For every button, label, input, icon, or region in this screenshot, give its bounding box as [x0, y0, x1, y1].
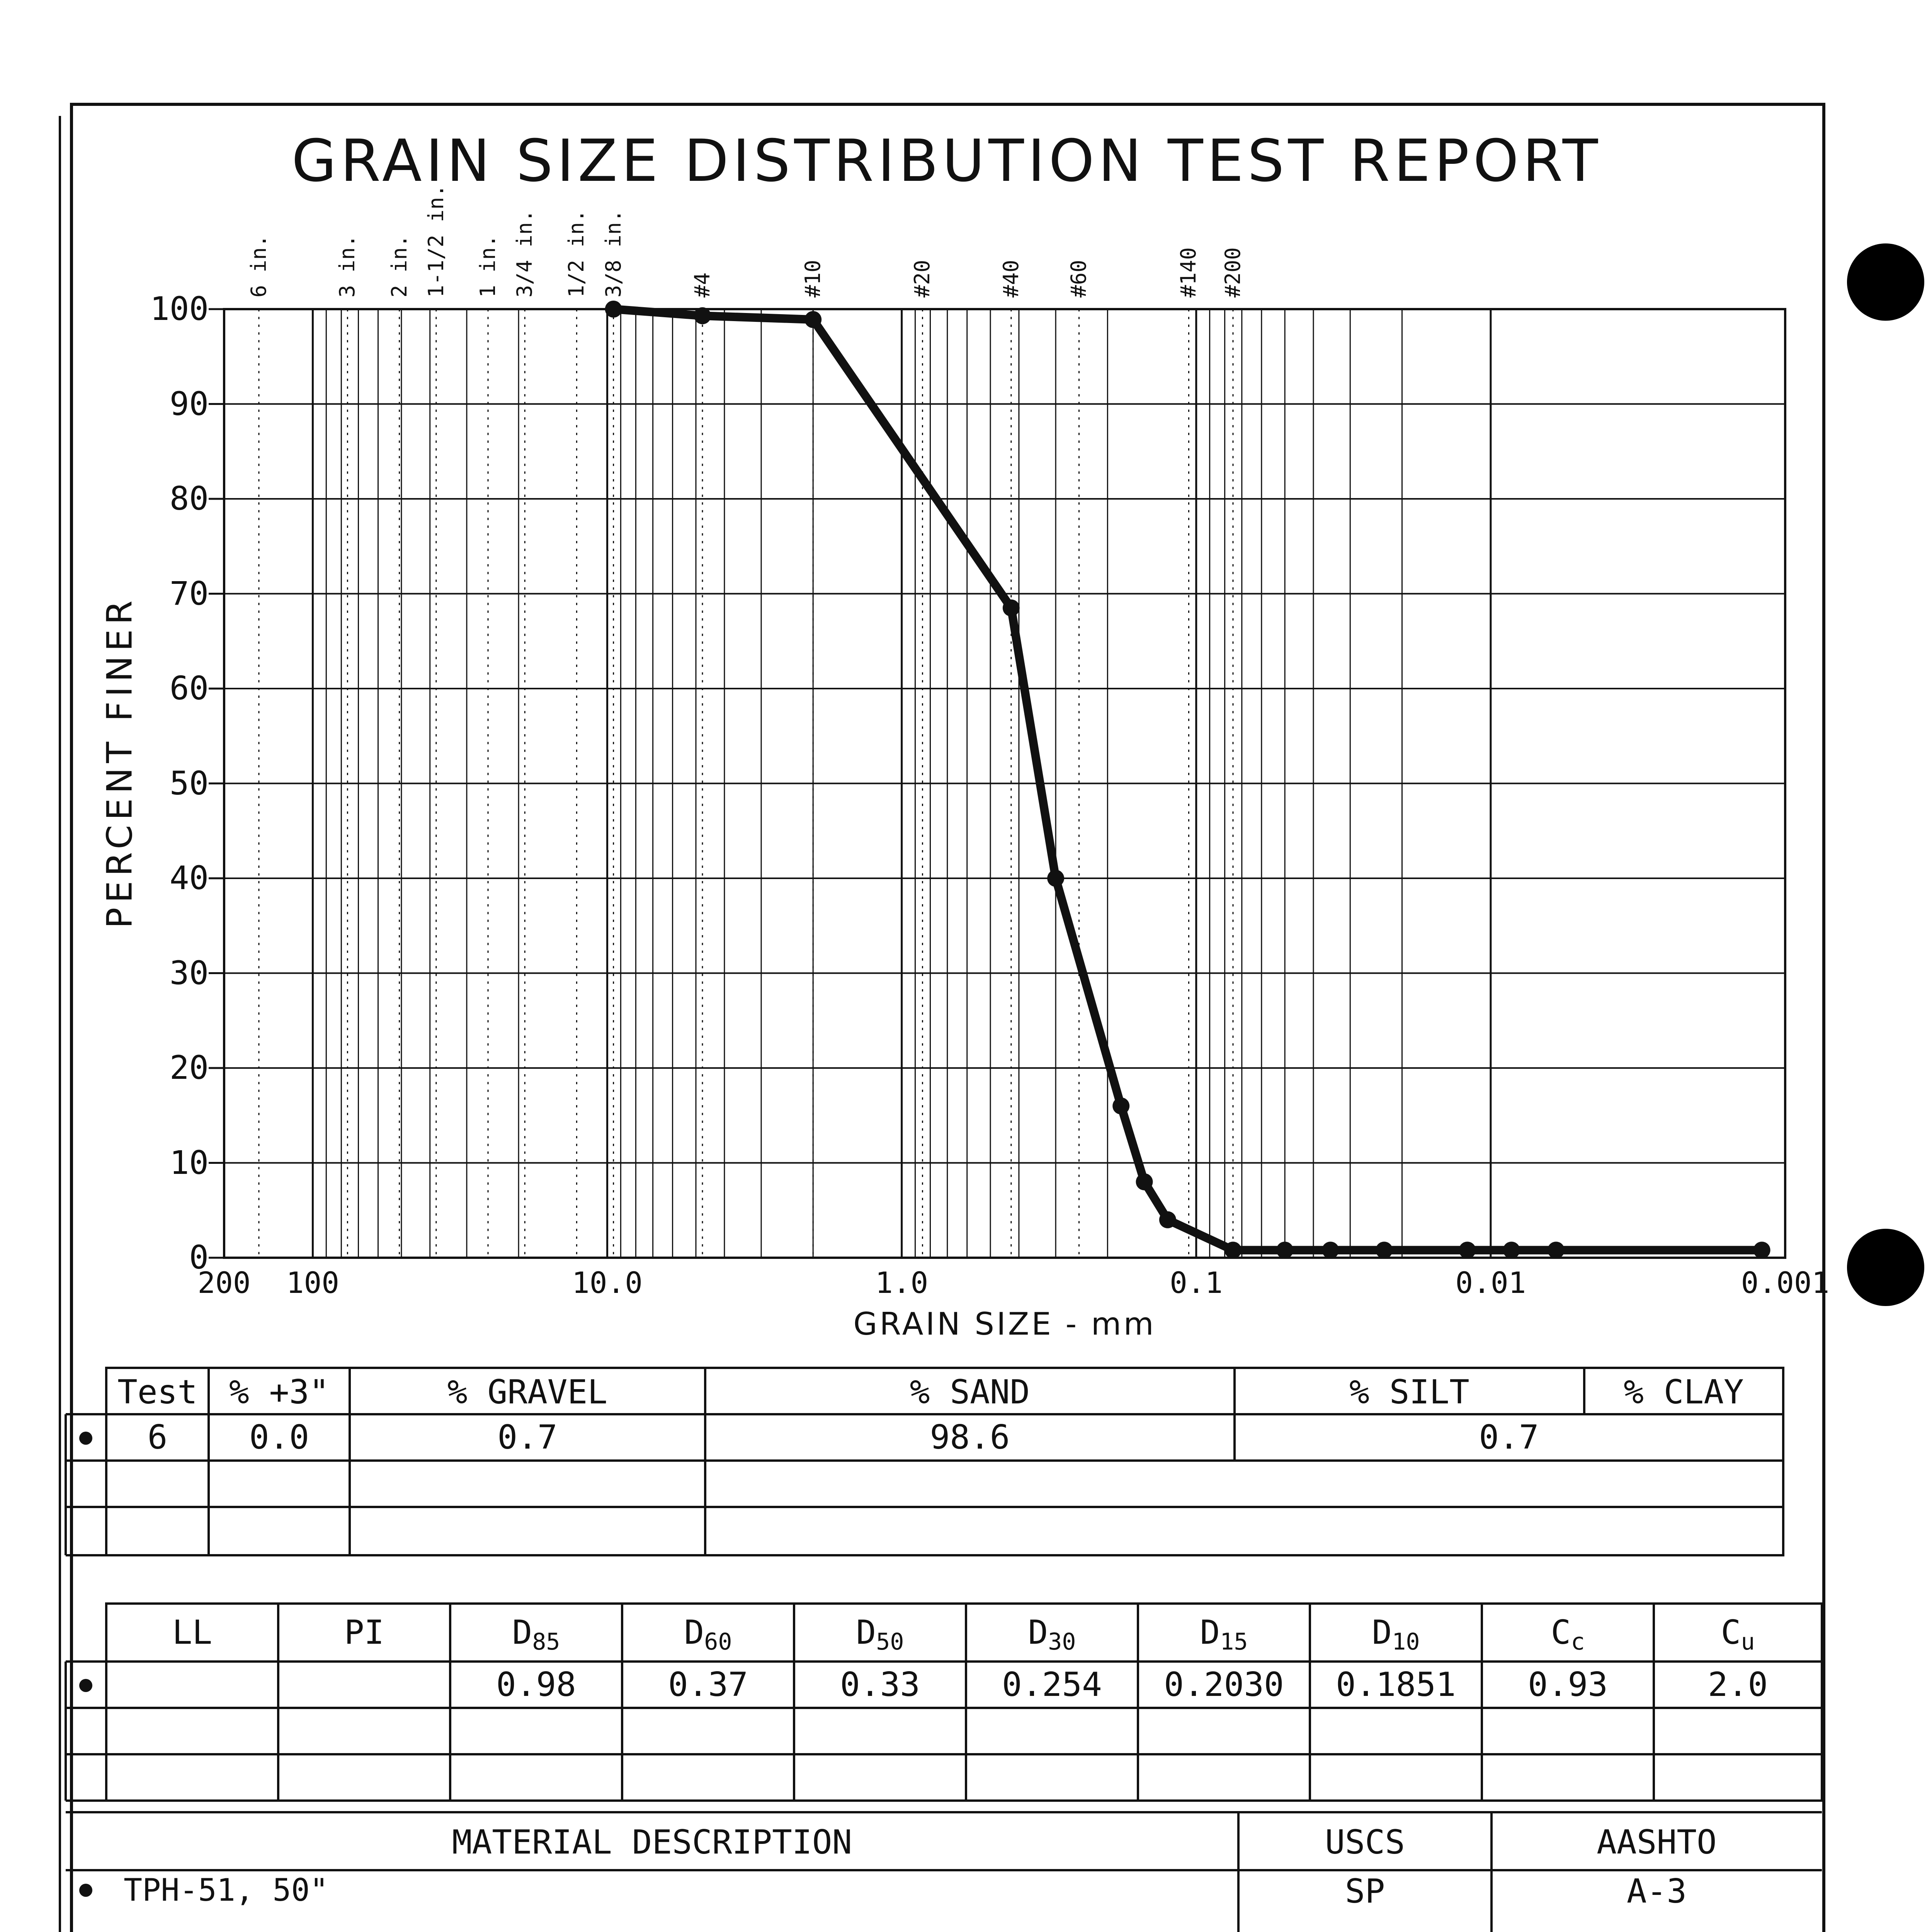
params-header-cell: [622, 1605, 794, 1660]
x-tick-label: 0.001: [1741, 1265, 1830, 1300]
sieve-label: 3/4 in.: [512, 209, 537, 298]
params-header-main: C: [1721, 1613, 1741, 1652]
params-value-cell: 0.98: [496, 1665, 577, 1704]
params-header-sub: u: [1741, 1628, 1755, 1655]
col-plus3-header: % +3": [229, 1372, 329, 1412]
x-tick-label: 100: [286, 1265, 340, 1300]
y-tick-label: 20: [169, 1049, 209, 1087]
punch-hole-top: [1847, 243, 1924, 321]
sieve-label: #4: [690, 272, 714, 298]
material-description-header: MATERIAL DESCRIPTION: [452, 1823, 852, 1862]
material-description: TPH-51, 50": [124, 1872, 328, 1908]
aashto-value: A-3: [1626, 1872, 1687, 1911]
test-number: 6: [147, 1418, 168, 1457]
report-title: GRAIN SIZE DISTRIBUTION TEST REPORT: [291, 128, 1602, 195]
data-point: [1459, 1242, 1476, 1259]
params-header-sub: 85: [532, 1628, 560, 1655]
y-axis-ticks: [209, 309, 224, 1258]
params-row-marker-dot: [79, 1679, 92, 1692]
y-tick-label: 80: [169, 480, 209, 517]
params-header-main: D: [1372, 1613, 1392, 1652]
data-point: [1322, 1242, 1339, 1259]
col-clay-header: % CLAY: [1624, 1372, 1744, 1412]
y-tick-label: 90: [169, 384, 209, 423]
data-point: [1276, 1242, 1293, 1259]
data-point: [1112, 1097, 1129, 1114]
params-value-cell: 0.93: [1527, 1665, 1608, 1704]
y-tick-label: 10: [169, 1143, 209, 1182]
data-point: [1548, 1242, 1565, 1259]
y-tick-label: 100: [150, 290, 209, 328]
params-header-main: D: [684, 1613, 704, 1652]
y-tick-label: 50: [169, 764, 209, 802]
y-tick-label: 30: [169, 954, 209, 992]
col-gravel-header: % GRAVEL: [447, 1372, 608, 1412]
sieve-label: 1-1/2 in.: [423, 184, 448, 298]
material-marker-dot: [79, 1884, 92, 1897]
params-header-main: PI: [344, 1613, 384, 1652]
plus3-value: 0.0: [249, 1418, 310, 1457]
params-header-cell: [1138, 1605, 1310, 1660]
data-point: [1225, 1242, 1242, 1259]
params-header-main: D: [856, 1613, 876, 1652]
col-test-header: Test: [117, 1372, 198, 1412]
silt-clay-value: 0.7: [1479, 1418, 1539, 1457]
col-silt-header: % SILT: [1349, 1372, 1469, 1412]
uscs-value: SP: [1345, 1872, 1385, 1911]
params-value-cell: [278, 1662, 450, 1708]
x-axis-label: GRAIN SIZE - mm: [853, 1306, 1156, 1342]
x-tick-label: 0.1: [1170, 1265, 1223, 1300]
params-header-cell: [1482, 1605, 1654, 1660]
x-tick-label: 200: [197, 1265, 251, 1300]
y-axis-label: PERCENT FINER: [99, 596, 140, 929]
y-tick-label: 0: [189, 1238, 209, 1276]
data-point: [804, 311, 821, 328]
data-point: [1753, 1242, 1770, 1259]
params-value-cell: 0.37: [668, 1665, 748, 1704]
row-marker-dot: [79, 1432, 92, 1445]
col-sand-header: % SAND: [910, 1372, 1030, 1412]
sieve-label: #40: [998, 260, 1023, 298]
data-point: [1047, 870, 1064, 887]
data-point: [1136, 1173, 1153, 1190]
y-tick-label: 60: [169, 669, 209, 707]
params-header-cell: [966, 1605, 1138, 1660]
sieve-label: #60: [1066, 260, 1091, 298]
sieve-label: #140: [1176, 247, 1201, 298]
params-value-cell: [106, 1662, 278, 1708]
params-header-sub: 10: [1392, 1628, 1420, 1655]
data-point: [1376, 1242, 1393, 1259]
params-header-cell: [1654, 1605, 1822, 1660]
aashto-header: AASHTO: [1597, 1823, 1717, 1862]
data-point: [1159, 1211, 1176, 1228]
params-header-cell: [450, 1605, 622, 1660]
sieve-label: 1 in.: [476, 235, 500, 298]
sieve-label: 2 in.: [387, 235, 412, 298]
params-value-cell: 0.254: [1002, 1665, 1102, 1704]
data-point: [1503, 1242, 1520, 1259]
params-header-sub: 50: [876, 1628, 904, 1655]
sieve-label: #200: [1220, 247, 1245, 298]
params-value-cell: 2.0: [1708, 1665, 1768, 1704]
params-header-cell: [1310, 1605, 1482, 1660]
y-tick-label: 40: [169, 859, 209, 897]
gradation-points: [605, 301, 1770, 1259]
gradation-curve: [614, 309, 1762, 1250]
sieve-label: 3 in.: [335, 235, 360, 298]
params-header-main: D: [512, 1613, 532, 1652]
params-header-main: D: [1028, 1613, 1048, 1652]
params-header-cell: [278, 1605, 450, 1660]
data-point: [1003, 599, 1020, 616]
sieve-label: #10: [801, 260, 825, 298]
sieve-label: 3/8 in.: [601, 209, 626, 298]
params-value-cell: 0.1851: [1336, 1665, 1456, 1704]
sand-value: 98.6: [930, 1418, 1010, 1457]
data-point: [694, 307, 711, 324]
sieve-label: #20: [910, 260, 935, 298]
chart-gridlines: [224, 309, 1785, 1258]
params-header-sub: c: [1571, 1628, 1585, 1655]
params-header-cell: [106, 1605, 278, 1660]
sieve-label: 6 in.: [246, 235, 271, 298]
params-header-cell: [794, 1605, 966, 1660]
uscs-header: USCS: [1325, 1823, 1405, 1862]
y-tick-label: 70: [169, 574, 209, 612]
gravel-value: 0.7: [497, 1418, 558, 1457]
params-header-sub: 60: [704, 1628, 732, 1655]
params-value-cell: 0.2030: [1164, 1665, 1284, 1704]
data-point: [605, 301, 622, 318]
params-header-sub: 15: [1220, 1628, 1248, 1655]
params-header-main: C: [1551, 1613, 1571, 1652]
params-value-cell: 0.33: [840, 1665, 920, 1704]
params-header-main: D: [1200, 1613, 1220, 1652]
x-tick-label: 0.01: [1455, 1265, 1526, 1300]
sieve-label: 1/2 in.: [564, 209, 589, 298]
x-tick-label: 1.0: [875, 1265, 929, 1300]
params-header-main: LL: [172, 1613, 213, 1652]
punch-hole-middle: [1847, 1229, 1924, 1306]
params-header-sub: 30: [1048, 1628, 1076, 1655]
x-tick-label: 10.0: [572, 1265, 643, 1300]
